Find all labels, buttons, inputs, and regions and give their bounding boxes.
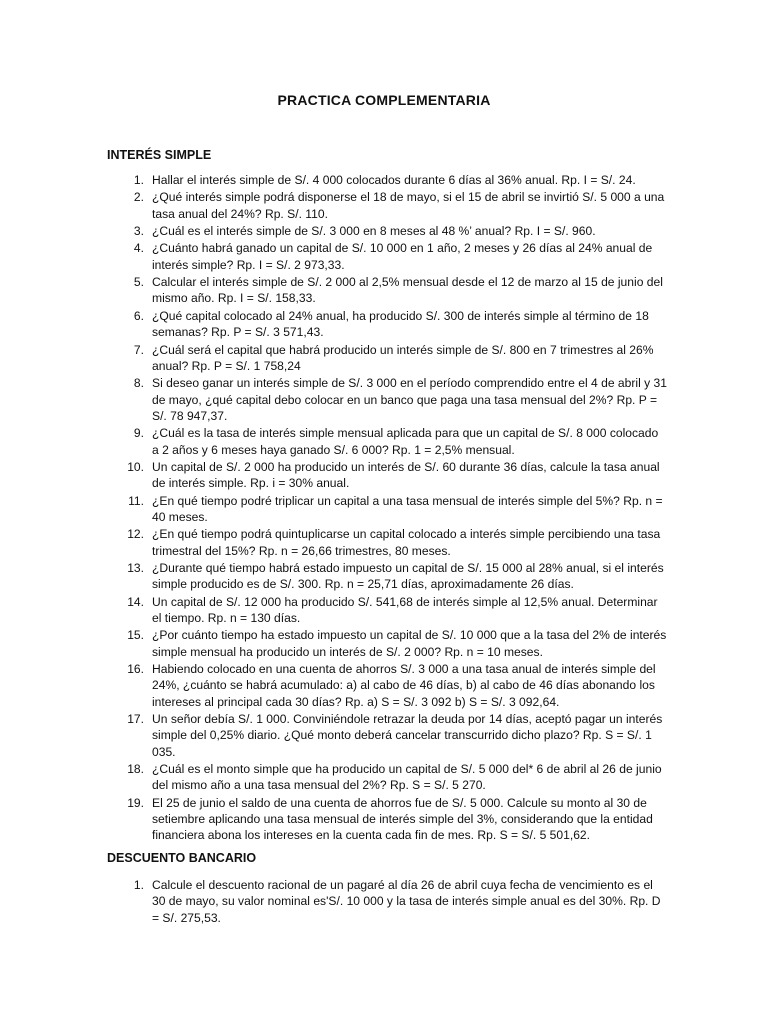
item-number: 13. xyxy=(127,560,144,575)
section-heading-interes-simple: INTERÉS SIMPLE xyxy=(107,148,212,162)
item-text: ¿Por cuánto tiempo ha estado impuesto un capital de S/. 10 000 que a la tasa del 2% de interés simple mensual ha producido un interés de S/. 2 000? Rp. n = 10 meses. xyxy=(152,628,667,659)
item-text: Calcule el descuento racional de un pagaré al día 26 de abril cuya fecha de vencimiento es el 30 de mayo, su valor nominal es'S/. 10 000 y la tasa de interés simple anual es del 30%. Rp. D = S/. 275,53. xyxy=(152,878,661,925)
item-number: 2. xyxy=(133,190,144,205)
list-item xyxy=(107,240,667,273)
list-item xyxy=(107,877,667,926)
item-text: ¿Durante qué tiempo habrá estado impuesto un capital de S/. 15 000 al 28% anual, si el interés simple producido es de S/. 300. Rp. n = 25,71 días, aproximadamente 26 días. xyxy=(152,560,664,592)
item-text: Un capital de S/. 12 000 ha producido S/. 541,68 de interés simple al 12,5% anual. Determinar el tiempo. Rp. n = 130 días. xyxy=(152,594,658,625)
item-text: ¿Cuál es el interés simple de S/. 3 000 en 8 meses al 48 %’ anual? Rp. I = S/. 960. xyxy=(152,224,596,239)
item-number: 5. xyxy=(133,275,144,290)
section-heading-descuento-bancario: DESCUENTO BANCARIO xyxy=(107,851,257,865)
item-text: Un capital de S/. 2 000 ha producido un interés de S/. 60 durante 36 días, calcule la tasa anual de interés simple. Rp. i = 30% anual. xyxy=(152,459,660,491)
list-item xyxy=(107,459,667,492)
item-number: 1. xyxy=(133,878,144,892)
item-text: ¿Cuál es la tasa de interés simple mensual aplicada para que un capital de S/. 8 000 colocado a 2 años y 6 meses haya ganado S/. 6 000? Rp. 1 = 2,5% mensual. xyxy=(152,426,659,457)
item-text: ¿Cuál es el monto simple que ha producido un capital de S/. 5 000 del* 6 de abril al 26 de junio del mismo año a una tasa mensual del 2%? Rp. S = S/. 5 270. xyxy=(152,761,662,793)
list-item xyxy=(107,375,667,424)
list-item xyxy=(107,526,667,559)
item-text: Un señor debía S/. 1 000. Conviniéndole retrazar la deuda por 14 días, aceptó pagar un interés simple del 0,25% diario. ¿Qué monto deberá cancelar transcurrido dicho plazo? Rp. S = S/. 1 035. xyxy=(152,712,663,759)
list-item xyxy=(107,661,667,710)
item-text: Hallar el interés simple de S/. 4 000 colocados durante 6 días al 36% anual. Rp. I = S/. 24. xyxy=(152,173,636,187)
list-item xyxy=(107,711,667,760)
item-text: ¿Cuál será el capital que habrá producido un interés simple de S/. 800 en 7 trimestres al 26% anual? Rp. P = S/. 1 758,24 xyxy=(152,342,654,373)
item-number: 19. xyxy=(127,795,144,810)
item-number: 12. xyxy=(127,527,144,542)
item-text: Habiendo colocado en una cuenta de ahorros S/. 3 000 a una tasa anual de interés simple del 24%, ¿cuánto se habrá acumulado: a) al cabo de 46 días, b) al cabo de 46 días abonando los intereses al principal cada 30 días? Rp. a) S = S/. 3 092 b) S = S/. 3 092,64. xyxy=(152,662,656,709)
item-number: 3. xyxy=(133,224,144,239)
item-text: ¿Qué capital colocado al 24% anual, ha producido S/. 300 de interés simple al término de 18 semanas? Rp. P = S/. 3 571,43. xyxy=(152,308,649,340)
exercise-list-descuento-bancario xyxy=(107,877,667,927)
item-number: 18. xyxy=(127,761,144,776)
list-item xyxy=(107,493,667,526)
item-number: 1. xyxy=(133,173,144,187)
exercise-list-interes-simple xyxy=(107,172,667,845)
item-number: 8. xyxy=(133,376,144,391)
item-number: 15. xyxy=(127,628,144,643)
item-text: Si deseo ganar un interés simple de S/. 3 000 en el período comprendido entre el 4 de abril y 31 de mayo, ¿qué capital debo colocar en un banco que paga una tasa mensual del 2%? Rp. P = S/. 78 947,37. xyxy=(152,376,667,423)
list-item xyxy=(107,274,667,307)
list-item xyxy=(107,172,667,188)
list-item xyxy=(107,594,667,627)
item-number: 17. xyxy=(127,712,144,726)
item-number: 16. xyxy=(127,662,144,677)
item-number: 14. xyxy=(127,594,144,609)
list-item xyxy=(107,425,667,458)
list-item xyxy=(107,223,667,239)
list-item xyxy=(107,795,667,844)
item-text: ¿Qué interés simple podrá disponerse el 18 de mayo, si el 15 de abril se invirtió S/. 5 000 a una tasa anual del 24%? Rp. S/. 110. xyxy=(152,190,665,221)
page-title: PRACTICA COMPLEMENTARIA xyxy=(277,92,491,108)
item-text: ¿Cuánto habrá ganado un capital de S/. 10 000 en 1 año, 2 meses y 26 días al 24% anual de interés simple? Rp. I = S/. 2 973,33. xyxy=(152,241,653,272)
list-item xyxy=(107,560,667,593)
item-text: ¿En qué tiempo podré triplicar un capital a una tasa mensual de interés simple del 5%? Rp. n = 40 meses. xyxy=(152,493,663,524)
item-text: El 25 de junio el saldo de una cuenta de ahorros fue de S/. 5 000. Calcule su monto al 30 de setiembre aplicando una tasa mensual de interés simple del 3%, considerando que la entidad financiera abona los intereses en la cuenta cada fin de mes. Rp. S = S/. 5 501,62. xyxy=(152,795,653,843)
list-item xyxy=(107,308,667,341)
item-number: 11. xyxy=(128,493,144,508)
item-number: 7. xyxy=(133,342,144,357)
item-number: 9. xyxy=(133,426,144,441)
item-number: 10. xyxy=(127,459,144,474)
list-item xyxy=(107,761,667,794)
list-item xyxy=(107,342,667,375)
item-number: 4. xyxy=(133,241,144,256)
item-number: 6. xyxy=(133,308,144,323)
item-text: ¿En qué tiempo podrá quintuplicarse un capital colocado a interés simple percibiendo una tasa trimestral del 15%? Rp. n = 26,66 trimestres, 80 meses. xyxy=(152,527,661,558)
list-item xyxy=(107,189,667,222)
list-item xyxy=(107,627,667,660)
item-text: Calcular el interés simple de S/. 2 000 al 2,5% mensual desde el 12 de marzo al 15 de junio del mismo año. Rp. I = S/. 158,33. xyxy=(152,275,663,306)
